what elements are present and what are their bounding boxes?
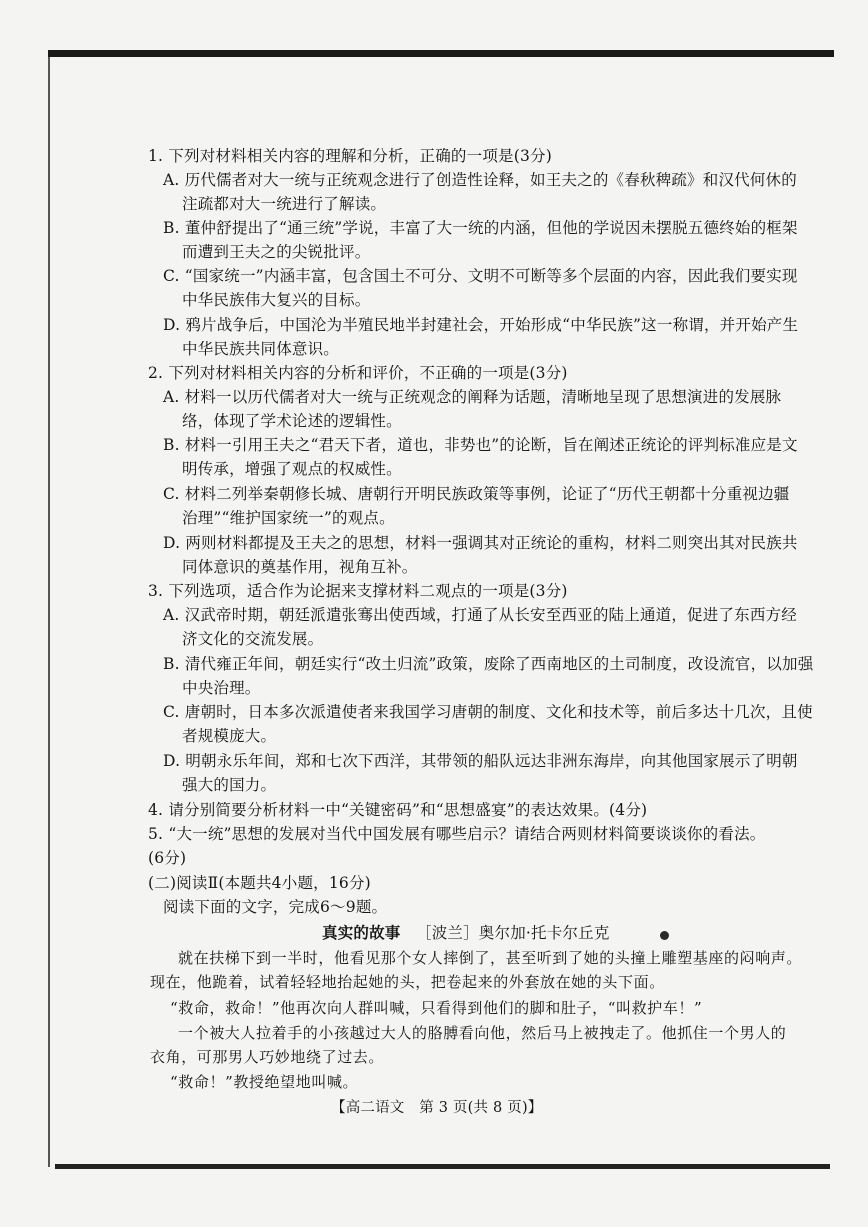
story-paragraph-3-cont: 衣角，可那男人巧妙地绕了过去。 xyxy=(150,1048,385,1066)
question-2-stem: 2. 下列对材料相关内容的分析和评价，不正确的一项是(3分) xyxy=(148,364,568,382)
q2-option-b: B. 材料一引用王夫之“君天下者，道也，非势也”的论断，旨在阐述正统论的评判标准应是文 xyxy=(163,436,798,454)
q3-option-d-cont: 强大的国力。 xyxy=(182,776,277,794)
question-3-stem: 3. 下列选项，适合作为论据来支撑材料二观点的一项是(3分) xyxy=(148,582,568,600)
q2-option-b-cont: 明传承，增强了观点的权威性。 xyxy=(182,460,402,478)
section-heading: (二)阅读Ⅱ(本题共4小题，16分) xyxy=(148,874,371,892)
q2-option-d: D. 两则材料都提及王夫之的思想，材料一强调其对正统论的重构，材料二则突出其对民族共 xyxy=(163,534,798,552)
question-5: 5. “大一统”思想的发展对当代中国发展有哪些启示？请结合两则材料简要谈谈你的看法。 xyxy=(148,825,766,843)
q2-option-a: A. 材料一以历代儒者对大一统与正统观念的阐释为话题，清晰地呈现了思想演进的发展脉 xyxy=(163,388,782,406)
q3-option-a-cont: 济文化的交流发展。 xyxy=(182,630,324,648)
q1-option-d-cont: 中华民族共同体意识。 xyxy=(182,340,340,358)
q3-option-b: B. 清代雍正年间，朝廷实行“改土归流”政策，废除了西南地区的土司制度，改设流官，以加强 xyxy=(163,655,814,673)
q3-option-c-cont: 者规模庞大。 xyxy=(182,727,277,745)
question-1-stem: 1. 下列对材料相关内容的理解和分析，正确的一项是(3分) xyxy=(148,147,552,165)
q1-option-d: D. 鸦片战争后，中国沦为半殖民地半封建社会，开始形成“中华民族”这一称谓，并开始产生 xyxy=(163,316,799,334)
story-title: 真实的故事 xyxy=(322,923,401,942)
q1-option-b: B. 董仲舒提出了“通三统”学说，丰富了大一统的内涵，但他的学说因未摆脱五德终始的框架 xyxy=(163,219,798,237)
q3-option-a: A. 汉武帝时期，朝廷派遣张骞出使西域，打通了从长安至西亚的陆上通道，促进了东西方经 xyxy=(163,606,797,624)
story-paragraph-3: 一个被大人拉着手的小孩越过大人的胳膊看向他，然后马上被拽走了。他抓住一个男人的 xyxy=(178,1024,787,1042)
q2-option-a-cont: 络，体现了学术论述的逻辑性。 xyxy=(182,412,402,430)
q3-option-d: D. 明朝永乐年间，郑和七次下西洋，其带领的船队远达非洲东海岸，向其他国家展示了明朝 xyxy=(163,752,798,770)
story-author: ［波兰］奥尔加·托卡尔丘克 xyxy=(416,924,610,942)
q3-option-b-cont: 中央治理。 xyxy=(182,679,261,697)
story-paragraph-1-cont: 现在，他跪着，试着轻轻地抬起她的头，把卷起来的外套放在她的头下面。 xyxy=(150,973,665,991)
q1-option-a-cont: 注疏都对大一统进行了解读。 xyxy=(182,195,387,213)
story-paragraph-4: “救命！”教授绝望地叫喊。 xyxy=(170,1073,359,1091)
question-5-cont: (6分) xyxy=(148,849,187,867)
q1-option-b-cont: 而遭到王夫之的尖锐批评。 xyxy=(182,243,371,261)
q1-option-a: A. 历代儒者对大一统与正统观念进行了创造性诠释，如王夫之的《春秋稗疏》和汉代何休的 xyxy=(163,171,797,189)
q2-option-d-cont: 同体意识的奠基作用，视角互补。 xyxy=(182,558,418,576)
page-footer: 【高二语文 第 3 页(共 8 页)】 xyxy=(331,1100,543,1116)
question-4: 4. 请分别简要分析材料一中“关键密码”和“思想盛宴”的表达效果。(4分) xyxy=(148,801,648,819)
q2-option-c-cont: 治理”“维护国家统一”的观点。 xyxy=(182,509,395,527)
q3-option-c: C. 唐朝时，日本多次派遣使者来我国学习唐朝的制度、文化和技术等，前后多达十几次，且使 xyxy=(163,703,813,721)
section-instruction: 阅读下面的文字，完成6～9题。 xyxy=(163,898,388,916)
story-paragraph-1: 就在扶梯下到一半时，他看见那个女人摔倒了，甚至听到了她的头撞上雕塑基座的闷响声。 xyxy=(178,949,803,967)
q1-option-c: C. “国家统一”内涵丰富，包含国土不可分、文明不可断等多个层面的内容，因此我们要实现 xyxy=(163,267,798,285)
q2-option-c: C. 材料二列举秦朝修长城、唐朝行开明民族政策等事例，论证了“历代王朝都十分重视边疆 xyxy=(163,485,790,503)
q1-option-c-cont: 中华民族伟大复兴的目标。 xyxy=(182,291,371,309)
story-paragraph-2: “救命，救命！”他再次向人群叫喊，只看得到他们的脚和肚子，“叫救护车！” xyxy=(170,999,703,1017)
